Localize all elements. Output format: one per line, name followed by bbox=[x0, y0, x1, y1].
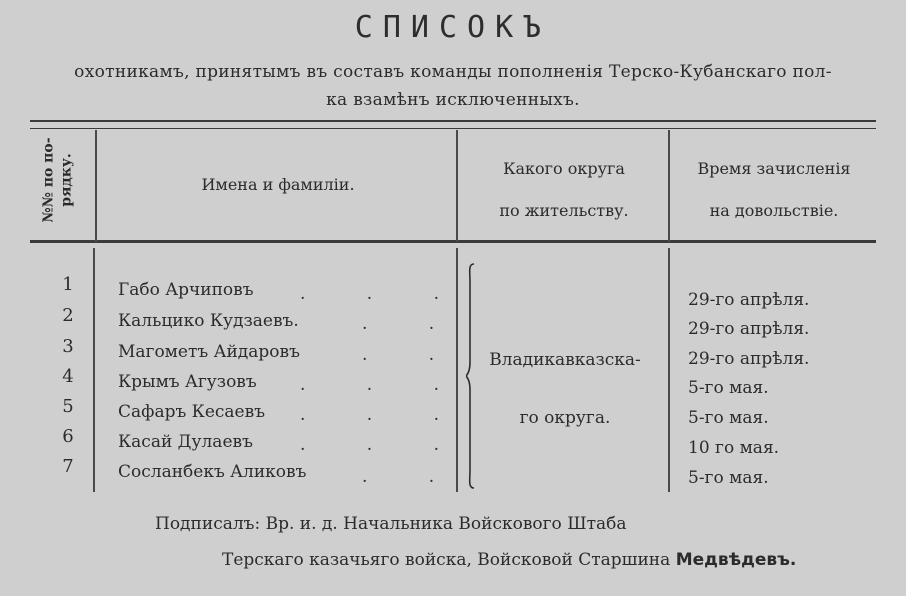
header-bottom-rule bbox=[30, 240, 876, 243]
row-name: Сафаръ Кесаевъ bbox=[118, 402, 266, 422]
row-date: 5-го мая. bbox=[688, 468, 769, 488]
row-leader-dots: . . . bbox=[300, 405, 440, 425]
header-time-2: на довольствіе. bbox=[709, 201, 839, 220]
footer-line-1: Подписалъ: Вр. и. д. Начальника Войскового Штаба bbox=[155, 514, 627, 534]
row-number: 7 bbox=[62, 456, 74, 477]
header-district-1: Какого округа bbox=[503, 159, 625, 178]
row-leader-dots: . . . bbox=[300, 435, 440, 455]
subtitle-line-2: ка взамѣнъ исключенныхъ. bbox=[326, 90, 580, 110]
row-date: 29-го апрѣля. bbox=[688, 290, 810, 310]
row-date: 5-го мая. bbox=[688, 378, 769, 398]
district-line-2: го округа. bbox=[519, 408, 611, 428]
curly-brace bbox=[466, 262, 476, 490]
row-name: Кальцико Кудзаевъ. bbox=[118, 311, 299, 331]
header-district-2: по жительству. bbox=[499, 201, 629, 220]
footer-line-2-text: Терскаго казачьяго войска, Войсковой Старшина bbox=[222, 550, 671, 570]
header-number bbox=[18, 130, 98, 230]
row-number: 4 bbox=[62, 366, 74, 387]
document-title: СПИСОКЪ bbox=[354, 10, 552, 45]
subtitle-line-1: охотникамъ, принятымъ въ составъ команды пополненія Терско-Кубанскаго пол- bbox=[74, 62, 832, 82]
row-number: 1 bbox=[62, 274, 74, 295]
row-leader-dots: . . . bbox=[300, 284, 440, 304]
row-number: 2 bbox=[62, 305, 74, 326]
row-name: Сосланбекъ Аликовъ bbox=[118, 462, 307, 482]
table-top-rule-2 bbox=[30, 128, 876, 129]
district-line-1: Владикавказска- bbox=[489, 350, 641, 370]
row-leader-dots: . . bbox=[362, 467, 435, 487]
column-divider-1-body bbox=[93, 248, 95, 492]
row-number: 5 bbox=[62, 396, 74, 417]
row-date: 5-го мая. bbox=[688, 408, 769, 428]
row-leader-dots: . . bbox=[362, 345, 435, 365]
footer-line-2 bbox=[222, 550, 796, 570]
row-date: 10 го мая. bbox=[688, 438, 780, 458]
column-divider-2-body bbox=[456, 248, 458, 492]
column-divider-2 bbox=[456, 130, 458, 242]
row-name: Габо Арчиповъ bbox=[118, 280, 254, 300]
row-name: Касай Дулаевъ bbox=[118, 432, 253, 452]
header-time-1: Время зачисленія bbox=[697, 159, 851, 178]
row-leader-dots: . . bbox=[362, 314, 435, 334]
row-number: 6 bbox=[62, 426, 74, 447]
header-names: Имена и фамиліи. bbox=[201, 175, 355, 194]
row-date: 29-го апрѣля. bbox=[688, 319, 810, 339]
row-number: 3 bbox=[62, 336, 74, 357]
header-number-text: №№ по по- рядку. bbox=[41, 137, 76, 223]
row-date: 29-го апрѣля. bbox=[688, 349, 810, 369]
row-name: Крымъ Агузовъ bbox=[118, 372, 257, 392]
table-top-rule-1 bbox=[30, 120, 876, 122]
footer-signature-name: Медвѣдевъ. bbox=[675, 550, 797, 570]
row-name: Магометъ Айдаровъ bbox=[118, 342, 300, 362]
column-divider-3-body bbox=[668, 248, 670, 492]
row-leader-dots: . . . bbox=[300, 375, 440, 395]
column-divider-3 bbox=[668, 130, 670, 242]
